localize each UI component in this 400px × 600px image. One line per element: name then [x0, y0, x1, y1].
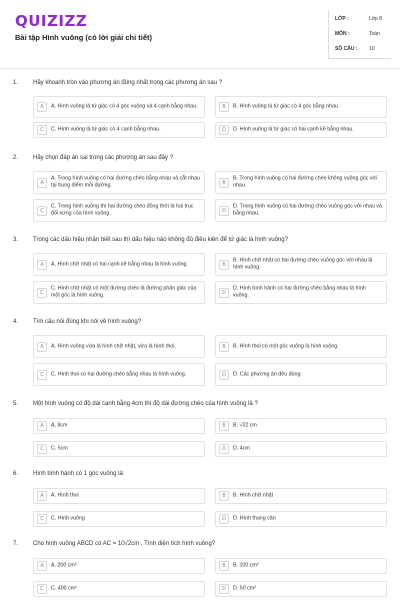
option-letter: A: [37, 421, 47, 431]
option-text: B. Hình chữ nhật: [233, 492, 274, 499]
page-header: [0, 0, 400, 68]
option-letter: C: [37, 444, 47, 454]
option-text: A. 8cm: [51, 422, 68, 429]
option-text: C. Trong hình vuông thì hai đường chéo đồng thời là hai trục đối xứng của hình vuông.: [51, 203, 194, 217]
question-text: Cho hình vuông ABCD có AC = 10√2cm . Tính diện tích hình vuông?: [33, 541, 216, 547]
option-text: A. 200 cm²: [51, 562, 77, 569]
option-text: A. Hình thoi: [51, 492, 79, 499]
option-text: B. Hình thoi có một góc vuông là hình vuông.: [233, 342, 339, 349]
question-text: Hãy chọn đáp án sai trong các phương án sau đây ?: [33, 155, 174, 161]
option-text: C. 5cm: [51, 445, 68, 452]
option-text: D. 4cm: [233, 445, 250, 452]
option-c[interactable]: [33, 122, 205, 138]
option-b[interactable]: [215, 96, 387, 118]
option-a[interactable]: [33, 253, 205, 276]
question-number: 4.: [13, 319, 19, 325]
option-letter: C: [37, 584, 47, 594]
meta-count-value: 10: [369, 46, 375, 52]
option-d[interactable]: [215, 199, 387, 222]
option-text: D. Hình thang cân: [233, 515, 276, 522]
option-b[interactable]: [215, 171, 387, 194]
question-number: 2.: [13, 155, 19, 161]
option-letter: B: [219, 260, 229, 270]
option-letter: A: [37, 260, 47, 270]
option-b[interactable]: [215, 335, 387, 358]
question-number: 6.: [13, 471, 19, 477]
option-b[interactable]: [215, 488, 387, 504]
option-b[interactable]: [215, 558, 387, 574]
option-c[interactable]: [33, 441, 205, 457]
option-a[interactable]: [33, 171, 205, 194]
option-text: A. Trong hình vuông có hai đường chéo bằng nhau và cắt nhau tại trung điểm mỗi đường.: [51, 175, 200, 189]
option-d[interactable]: [215, 511, 387, 527]
option-text: D. Các phương án đều đúng.: [233, 370, 302, 377]
option-letter: A: [37, 178, 47, 188]
option-letter: C: [37, 370, 47, 380]
option-c[interactable]: [33, 511, 205, 527]
option-letter: C: [37, 288, 47, 298]
option-letter: A: [37, 491, 47, 501]
option-c[interactable]: [33, 363, 205, 386]
option-letter: D: [219, 370, 229, 380]
option-c[interactable]: [33, 199, 205, 222]
option-text: B. Hình chữ nhật có hai đường chéo vuông góc với nhau là hình vuông.: [233, 257, 373, 271]
option-a[interactable]: [33, 558, 205, 574]
question-number: 3.: [13, 237, 19, 243]
option-b[interactable]: [215, 418, 387, 434]
meta-count-key: SỐ CÂU :: [335, 46, 358, 52]
option-text: A. Hình vuông là tứ giác có 4 góc vuông và 4 cạnh bằng nhau.: [51, 103, 198, 110]
meta-class-key: LỚP :: [335, 16, 349, 22]
option-letter: D: [219, 584, 229, 594]
question-number: 5.: [13, 401, 19, 407]
question-text: Hãy khoanh tròn vào phương án đúng nhất trong các phương án sau ?: [33, 80, 223, 86]
header-divider: [0, 68, 400, 69]
option-letter: D: [219, 125, 229, 135]
option-letter: D: [219, 444, 229, 454]
question-text: Hình bình hành có 1 góc vuông là:: [33, 471, 125, 477]
option-a[interactable]: [33, 488, 205, 504]
option-text: B. Trong hình vuông có hai đường chéo không vuông góc với nhau.: [233, 175, 378, 189]
option-c[interactable]: [33, 281, 205, 304]
option-text: B. Hình vuông là tứ giác có 4 góc bằng nhau.: [233, 103, 340, 110]
option-letter: A: [37, 561, 47, 571]
option-d[interactable]: [215, 441, 387, 457]
option-letter: C: [37, 125, 47, 135]
option-a[interactable]: [33, 335, 205, 358]
option-text: C. Hình vuông: [51, 515, 85, 522]
option-letter: C: [37, 206, 47, 216]
option-letter: D: [219, 514, 229, 524]
option-letter: B: [219, 561, 229, 571]
option-text: D. Trong hình vuông có hai đường chéo vuông góc với nhau và bằng nhau.: [233, 203, 382, 217]
quizizz-logo: QUIZIZZ: [15, 12, 88, 30]
option-a[interactable]: [33, 418, 205, 434]
option-text: B. 100 cm²: [233, 562, 259, 569]
question-text: Một hình vuông có độ dài cạnh bằng 4cm thì độ dài đường chéo của hình vuông là ?: [33, 401, 258, 407]
option-text: D. 50 cm²: [233, 585, 256, 592]
question-text: Tìm câu nói đúng khi nói về hình vuông?: [33, 319, 142, 325]
question-number: 7.: [13, 541, 19, 547]
question-number: 1.: [13, 80, 19, 86]
page-title: Bài tập Hình vuông (có lời giải chi tiết): [15, 33, 153, 42]
meta-box: [328, 10, 391, 59]
option-c[interactable]: [33, 581, 205, 597]
option-d[interactable]: [215, 281, 387, 304]
option-a[interactable]: [33, 96, 205, 118]
option-d[interactable]: [215, 581, 387, 597]
option-letter: D: [219, 288, 229, 298]
option-d[interactable]: [215, 122, 387, 138]
meta-class-value: Lớp 8: [369, 16, 383, 22]
option-text: C. Hình chữ nhật có một đường chéo là đường phân giác của một góc là hình vuông.: [51, 285, 197, 299]
option-letter: C: [37, 514, 47, 524]
option-text: D. Hình vuông là tứ giác có hai cạnh kề bằng nhau.: [233, 126, 354, 133]
option-text: C. 400 cm²: [51, 585, 77, 592]
option-text: D. Hình bình hành có hai đường chéo bằng nhau là hình vuông.: [233, 285, 366, 299]
option-letter: D: [219, 206, 229, 216]
option-text: C. Hình thoi có hai đường chéo bằng nhau là hình vuông.: [51, 370, 187, 377]
option-text: C. Hình vuông là tứ giác có 4 cạnh bằng nhau.: [51, 126, 161, 133]
option-letter: B: [219, 342, 229, 352]
option-letter: B: [219, 178, 229, 188]
option-text: A. Hình vuông vừa là hình chữ nhật, vừa là hình thoi.: [51, 342, 176, 349]
option-letter: B: [219, 102, 229, 112]
option-b[interactable]: [215, 253, 387, 276]
option-text: B. √32 cm: [233, 422, 257, 429]
question-text: Trong các dấu hiệu nhận biết sau thì dấu hiệu nào không đủ điều kiện để tứ giác là hình vuông?: [33, 237, 288, 243]
meta-subject-value: Toán: [369, 31, 380, 37]
option-d[interactable]: [215, 363, 387, 386]
option-letter: A: [37, 102, 47, 112]
option-text: A. Hình chữ nhật có hai cạnh kề bằng nhau là hình vuông.: [51, 260, 188, 267]
meta-subject-key: MÔN :: [335, 31, 350, 37]
option-letter: A: [37, 342, 47, 352]
option-letter: B: [219, 421, 229, 431]
option-letter: B: [219, 491, 229, 501]
